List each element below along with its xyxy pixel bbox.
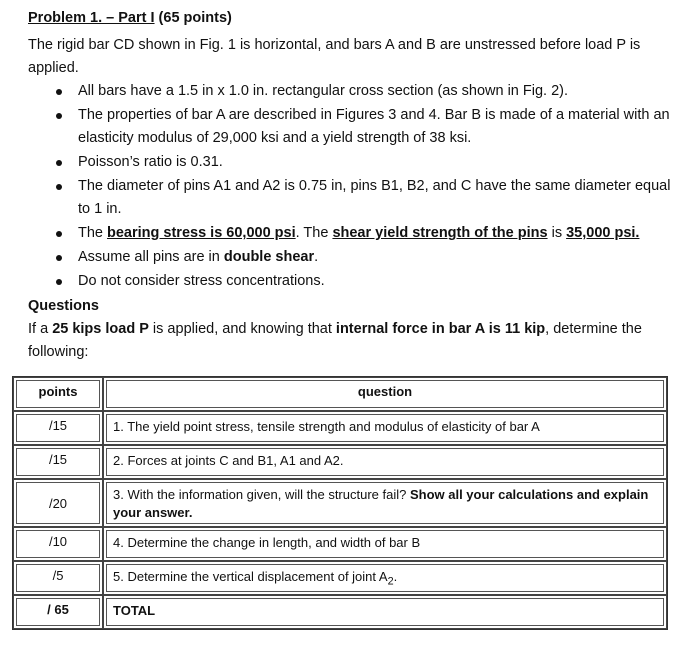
intro-paragraph: The rigid bar CD shown in Fig. 1 is horizontal, and bars A and B are unstressed before load P is applied. — [28, 37, 641, 76]
points-cell: /15 — [16, 414, 100, 442]
points-cell: /10 — [16, 530, 100, 558]
questions-intro: If a 25 kips load P is applied, and knowing that internal force in bar A is 11 kip, determine the following: — [28, 321, 642, 360]
points-cell: /5 — [16, 564, 100, 592]
questions-heading: Questions — [28, 298, 99, 314]
list-item: Assume all pins are in double shear. — [54, 246, 684, 269]
table-row — [13, 445, 667, 479]
table-row — [13, 561, 667, 595]
table-header-row — [13, 377, 667, 411]
list-item: Do not consider stress concentrations. — [54, 270, 684, 293]
problem-title-label: Problem 1. – Part I — [28, 10, 155, 26]
question-cell: 5. Determine the vertical displacement of joint $A_2$. — [106, 564, 664, 592]
table-row — [13, 479, 667, 527]
total-label: TOTAL — [106, 598, 664, 626]
question-header: question — [106, 380, 664, 408]
list-item: The properties of bar A are described in Figures 3 and 4. Bar B is made of a material with an elasticity modulus of 29,000 ksi and a yield strength of 38 ksi. — [54, 104, 684, 150]
assumptions-list — [54, 80, 684, 294]
question-cell: 1. The yield point stress, tensile strength and modulus of elasticity of bar A — [106, 414, 664, 442]
points-header: points — [16, 380, 100, 408]
question-cell: 3. With the information given, will the structure fail? Show all your calculations and explain your answer. — [106, 482, 664, 524]
questions-table — [12, 376, 668, 630]
problem-title — [28, 10, 232, 26]
list-item: The bearing stress is 60,000 psi. The shear yield strength of the pins is 35,000 psi. — [54, 222, 684, 245]
problem-title-points: (65 points) — [154, 10, 232, 26]
table-row — [13, 411, 667, 445]
question-cell: 4. Determine the change in length, and width of bar B — [106, 530, 664, 558]
list-item: All bars have a 1.5 in x 1.0 in. rectangular cross section (as shown in Fig. 2). — [54, 80, 684, 103]
points-cell: /15 — [16, 448, 100, 476]
list-item: The diameter of pins A1 and A2 is 0.75 in, pins B1, B2, and C have the same diameter equal to 1 in. — [54, 175, 684, 221]
table-row — [13, 527, 667, 561]
table-row — [13, 595, 667, 629]
question-cell: 2. Forces at joints C and B1, A1 and A2. — [106, 448, 664, 476]
list-item: Poisson’s ratio is 0.31. — [54, 151, 684, 174]
points-cell: /20 — [16, 482, 100, 524]
points-cell-total: / 65 — [16, 598, 100, 626]
